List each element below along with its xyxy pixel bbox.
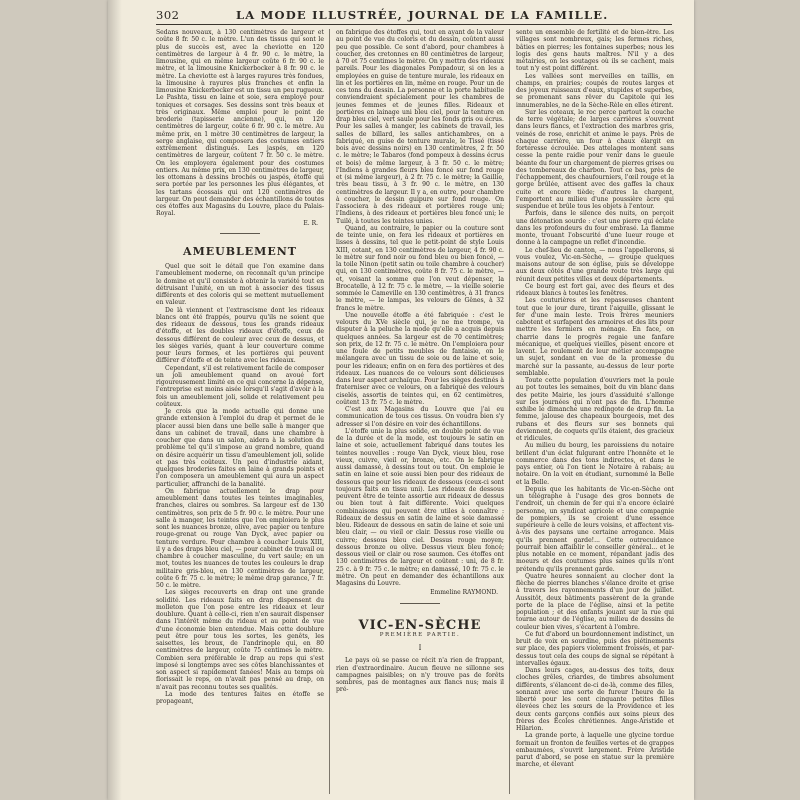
column-3 [516,29,674,794]
binding-shadow [108,0,122,800]
page-header [156,8,672,22]
article-paragraph: on fabrique des étoffes qui, tout en ayant de la valeur au point de vue du coloris et du dessin, coûtent aussi peu que possible. Ce sont d'abord, pour chambres à coucher, des cretonnes en 80 centimètres de largeur, à 70 et 75 centimes le mètre. On y mettra des rideaux pareils. Pour les diagonales Pompadour, si on les a employées en guise de tenture murale, les rideaux en lin et les portières en lin, même en rouge. Pour un de ces tons du dessin. La personne et la porte habituelle conviendraient spécialement pour les chambres de jeunes femmes et de jeunes filles. Rideaux et portières en lainage uni bleu ciel, pour la tenture en drap bleu ciel, vert saule pour les fonds gris ou écrus. Pour les salles à manger, les cabinets de travail, les salles de billard, les salles antichambres, on a fabriqué, en guise de tenture murale, le Tissé (tissé bois avec dessins noirs) en 130 centimètres, 2 fr. 50 c. le mètre; le Tabaros (fond pompeux à dessins écrus et bois) de même largeur, à 3 fr. 50 c. le mètre; l'Indiens à grandes fleurs bleu foncé sur fond rouge et (si même largeur), à 2 fr. 75 c. le mètre; la Gaillie, très beau tissu, à 3 fr. 90 c. le mètre, en 130 centimètres de largeur. Il y a, en outre, pour chambre à coucher, le dessin guipure sur fond rouge. On l'associera à des rideaux et portières rouge uni; l'Indiens, à des rideaux et portières bleu foncé uni; le Tuilé, à toutes les teintes unies. [336,29,504,225]
article-paragraph: La mode des tentures faites en étoffe se propageant, [156,690,324,705]
article-paragraph: De là viennent et l'extrascisme dont les rideaux blancs ont été frappés, pourvu qu'ils ne soient que des rideaux de dessous, tous les grands rideaux d'étoffe, et les doubles rideaux d'étoffe, ceux de dessous différent de couleur avec ceux de dessus, et les sièges variés, quant à leur couverture comme pour leurs formes, et les portières qui peuvent différer d'étoffe et de teinte avec les rideaux. [156,306,324,365]
story-paragraph: Ce fut d'abord un bourdonnement indistinct, un bruit de voix en sourdine, puis des piétinements sur place, des papiers violemment froissés, et par-dessus tout cela des coups de signal se répétant à intervalles égaux. [516,630,674,667]
fabric-article-end: Sedans nouveaux, à 130 centimètres de largeur et coûte 8 fr. 50 c. le mètre. L'un des tissus qui sont le plus de succès est, avec la cheviotte en 120 centimètres de largeur à 4 fr. 90 c. le mètre, la limousine, qui en même largeur coûte 6 fr. 90 c. le mètre, et la limousine Knickerbocker à 8 fr. 90 c. le mètre. La cheviotte est à larges rayures très fondues, la limousine à rayures plus franches et enfin la limousine Knickerbocker est un tissu un peu rugueux. Le Pashta, tissu en laine et soie, sera employé pour toniques et corsages. Ses dessins sont très beaux et très originaux. Même emploi pour le point de broderie (tapisserie ancienne), qui, en 120 centimètres de largeur, coûte 6 fr. 90 c. le mètre. Au même prix, en 1 mètre 30 centimètres de largeur, la serge anglaise, qui composera des costumes entiers extrêmement distingués. Les jaspés, en 120 centimètres de largeur, coûtent 7 fr. 50 c. le mètre. On les employera également pour des costumes entiers. Au même prix, en 130 centimètres de largeur, les ottomans à dessins brochés ou jaspés, étoffe qui sera portée par les personnes les plus élégantes, et les tartans écossais qui ont 120 centimètres de largeur. On peut demander des échantillons de toutes ces étoffes aux Magasins du Louvre, place du Palais-Royal. [156,29,324,218]
author-signature: Emmeline RAYMOND. [430,589,498,597]
section-heading-ameublement: AMEUBLEMENT [183,244,297,258]
section-divider [220,233,260,234]
story-paragraph: Parfois, dans le silence des nuits, on perçoit une détonation sourde : c'est une pierre qui éclate dans les profondeurs du four embrasé. La flamme monte, trouant l'obscurité d'une lueur rouge et donne à la campagne un reflet d'incendie. [516,210,674,247]
column-1 [156,29,324,794]
page-number: 302 [156,8,180,22]
article-paragraph: Une nouvelle étoffe a été fabriquée : c'est le velours du XVe siècle qui, je ne me trompe, va disputer à la peluche la mode qu'elle a acquis depuis quelques années. Sa largeur est de 70 centimètres; son prix, de 12 fr. 75 c. le mètre. On l'emploiera pour une foule de petits meubles de fantaisie, on le mélangera avec un tissu de soie ou de laine et soie, pour les rideaux; enfin on en fera des portières et des rideaux. Les nuances de ce velours sont délicieuses dans leur aspect archaïque. Pour les sièges destinés à fraterniser avec ce velours, on a fabriqué des velours ciselés, assortis de teintes qui, en 62 centimètres, coûtent 13 fr. 75 c. le mètre. [336,311,504,406]
article-paragraph: Quel que soit le détail que l'on examine dans l'ameublement moderne, on reconnaît qu'un principe le domine et qu'il consiste à obtenir la variété tout en détruisant l'unité, en un mot à associer des tissus différents et des coloris qui se mettent mutuellement en valeur. [156,263,324,307]
story-paragraph: Au milieu du bourg, les paroissiens du notaire brillent d'un éclat fulgurant entre l'honnête et le commerce dans des tons indirectes, et dans le pays entier, où l'on tient le Notaire à rabais; au notaire. On la voit en étudiant, surnommé la Belle et la Belle. [516,442,674,486]
story-paragraph: Le chef-lieu de canton, — nous l'appellerons, si vous voulez, Vic-en-Sèche, — groupe quelques maisons autour de son église, puis se développe aux deux côtés d'une grande route très large qui réunit deux petites villes et deux départements. [516,246,674,283]
story-paragraph: Dans leurs cages, au-dessus des toits, deux cloches grêles, criardes, de timbres absolument différents, s'élancent de-ci de-là, comme des filles, sonnant avec une sorte de fureur l'heure de la liberté pour les cent cinquante petites filles élevées chez les sœurs de la Providence et les deux cents garçons confiés aux soins pieux des frères des Écoles chrétiennes. Ange-Aristide et Hilarion. [516,667,674,732]
article-paragraph: Cependant, s'il est relativement facile de composer un joli ameublement quand on avoué fort rigoureusement limité en ce qui concerne la dépense, l'entreprise est moins aisée lorsqu'il s'agit d'avoir à la fois un ameublement joli, solide et relativement peu coûteux. [156,364,324,408]
article-paragraph: L'étoffe unie la plus solide, en double point de vue de la durée et de la mode, est toujours le satin en laine et soie, actuellement fabriqué dans toutes les teintes nouvelles : rouge Van Dyck, vieux bleu, rose vieux, cuivre, vieil or, bronze, etc. On le fabrique aussi damassé, à dessins tout ou tout. On emploie le satin en laine et soie aussi bien pour des rideaux de dessous que pour les rideaux de dessous (ceux-ci sont toujours faits en tissu uni). Les rideaux de dessous peuvent être de teinte assortie aux rideaux de dessus ou bien tout à fait différente. Voici quelques combinaisons qui peuvent être utiles à connaître : Rideaux de dessus en satin de laine et soie damassé bleu. Rideaux de dessous en satin de laine et soie uni bleu clair, — ou vieil or clair. Dessus rose vieille ou cuivre; dessous bleu ciel. Dessus rouge moyen; dessous bronze ou olive. Dessus vieux bleu foncé; dessous vieil or clair ou rose saumon. Ces étoffes ont 130 centimètres de largeur et coûtent : uni, de 8 fr. 25 c. à 9 fr. 75 c. le mètre; en damassé, 10 fr. 75 c. le mètre. On peut en demander des échantillons aux Magasins du Louvre. [336,427,504,587]
story-paragraph: Le pays où se passe ce récit n'a rien de frappant, rien d'extraordinaire. Aucun fleuve ne sillonne ses campagnes paisibles; on n'y trouve pas de forêts sombres, pas de montagnes aux flancs nus; mais il pré- [336,657,504,694]
article-paragraph: On fabrique actuellement le drap pour ameublement dans toutes les teintes imaginables, franches, claires ou sombres. Sa largeur est de 130 centimètres, son prix de 5 fr. 90 c. le mètre. Pour une salle à manger, les teintes que l'on emploiera le plus sont les nuances bronze, olive, avec papier ou tenture rouge-grenat ou rouge Van Dyck, avec papier ou tenture verdure. Pour chambre à coucher Louis XIII, il y a des draps bleu ciel, — pour cabinet de travail ou chambre à coucher masculine, du vert saule; en un mot, toutes les nuances de toutes les couleurs le drap militaire gris-bleu, en 130 centimètres de largeur, coûte 6 fr. 75 c. le mètre; le même drap garance, 7 fr. 50 c. le mètre. [156,487,324,589]
story-paragraph: La grande porte, à laquelle une glycine tordue formait un fronton de feuilles vertes et de grappes embaumées, s'ouvrit largement. Frère Aristide parut d'abord, se pose en statue sur la première marche, et élevant [516,732,674,769]
newspaper-page [108,0,694,800]
column-divider-2 [509,29,510,794]
chapter-number: I [418,644,422,652]
story-part: PREMIÈRE PARTIE. [379,631,461,638]
story-paragraph: Depuis que les habitants de Vic-en-Sèche ont un télégraphe à l'usage des gros bonnets de l'endroit, un chemin de fer qui n'a encore éclairé personne, un syndicat agricole et une compagnie de pompiers, ils se croient d'une essence supérieure à celle de leurs voisins, et affectent vis-à-vis des paysans une certaine arrogance. Mais qu'ils prennent garde!... Cette outrecuidance pourrait bien affaiblir le conseiller général... et le plus notable en ce moment, répandant jadis des moeurs et des coutumes plus saines qu'ils n'ont prétendu qu'ils prennent garde. [516,485,674,573]
column-divider-1 [329,29,330,794]
article-signature: E. R. [303,219,318,227]
story-paragraph: Les couturières et les repasseuses chantent tout que le jour dure, tirant l'aiguille, glissant le fer d'une main leste. Trois frères meuniers cabotent et surfapent des armoires et des lits pour mettre les fermiers en ménage. En face, on charrie dans le progrès regaie une fanfare mécanique, et quelques vieilles, pèsent encore et lavent. Le roulement de leur métier accompagne un sujet, sondant en vue de la promesse du marché sur la passante, au-dessus de leur porte semblable. [516,297,674,377]
article-paragraph: Les sièges recouverts en drap ont une grande solidité. Les rideaux faits en drap dispensent du molleton que l'on pose entre les rideaux et leur doublure. Quant à celle-ci, rien n'en saurait dispenser dans l'intérêt même du rideau et au point de vue d'une économie bien entendue. Mais cette doublure peut être pour tous les sortes, les genêts, les saisettes, les broux, de l'andrinople qui, en 80 centimètres de largeur, coûte 75 centimes le mètre. Combien sera préférable le drap au reps qui s'est imposé si longtemps avec ses côtes blanchissantes et son aspect si rapidement fanées! Mais au temps où florissait le reps, on n'avait pas pensé au drap, on n'avait pas reconnu toutes ses qualités. [156,589,324,691]
article-paragraph: C'est aux Magasins du Louvre que j'ai eu communication de tous ces tissus. On voudra bien s'y adresser si l'on désire en voir des échantillons. [336,406,504,428]
story-paragraph: Les vallées sont merveilles en taillis, en champs, en prairies; coupés de routes larges et des joyeux ruisseaux d'eaux, stupides et superbes, se promenant sans rêver du Capitole qui les innumerables, ne de la Sèche-Rèle en elles étirent. [516,72,674,109]
article-paragraph: Je crois que la mode actuelle qui donne une grande extension à l'emploi du drap et permet de le placer aussi bien dans une belle salle à manger que dans un cabinet de travail, dans une chambre à coucher que dans un salon, aidera à la solution du problème tel qu'il s'impose au grand nombre, quand on désire acquérir un tissu d'ameublement joli, solide et pas très coûteux. Un peu d'industrie aidant, quelques broderies faites en laine à grands points et l'on composera un ameublement qui aura un aspect particulier, affranchi de la banalité. [156,408,324,488]
story-paragraph: Ce bourg est fort gai, avec des fleurs et des rideaux blancs à toutes les fenêtres. [516,282,674,297]
article-paragraph: Quand, au contraire, le papier ou la couture sont de teinte unie, on fera les rideaux et portières en lisses à dessins, tel que le petit-point de style Louis XIII, cotant, en 130 centimètres de largeur, 4 fr. 90 c. le mètre sur fond noir ou fond bleu ou bien foncé, — la toile Ninon (petit satin ou toile chambre à coucher) qui, en 130 centimètres, coûte 8 fr. 75 c. le mètre, — et, voisant la somme que l'on veut dépenser, la Brocatelle, à 12 fr. 75 c. le mètre, — la vieille soierie sommée le Cameville en 130 centimètres, à 31 francs le mètre, — le lampas, les velours de Gênes, à 32 francs le mètre. [336,224,504,312]
story-paragraph: sente un ensemble de fertilité et de bien-être. Les villages sont nombreux, gais; les fermes riches, bâties en pierres; les fontaines superbes; nous les logis des gens hauts maîtres. N'il y a des métairies, on les soutages où ils se cachent, mais tout n'y est point différent. [516,29,674,73]
story-title: VIC-EN-SÈCHE [358,617,482,633]
journal-title: LA MODE ILLUSTRÉE, JOURNAL DE LA FAMILLE. [236,8,609,22]
section-divider [400,603,440,604]
story-paragraph: Sur les coteaux, le roc perce partout la couche de terre végétale; de larges carrières s'ouvrent dans leurs flancs, et l'extraction des marbres gris, veinés de rose, enrichit et anime le pays. Près de chaque carrière, un four à chaux élargit en forteresse écroulée. Des attelages montent sans cesse la pente raidie pour venir dans le gueule béante du four un chargement de pierres grises ou des tombereaux de charbon. Tout ce bas, près de l'échappement, des chaufourniers, l'œil rouge et la gorge brûlée, attisent avec des gaffes la chaux cuite et encore tiède; d'autres la chargent, l'emportent au milieu d'une poussière âcre qui suspendue et brûle tous les objets à l'entour. [516,108,674,210]
story-paragraph: Toute cette population d'ouvriers met la poule au pot toutes les semaines, boit du vin blanc dans des petite Mairie, les jours d'assiduité s'allonge sur les journées qui n'ont pas de fin. L'homme exhibe le dimanche une redingote de drap fin. La femme, jalouse des chapeaux bourgeois, met des rubans et des fleurs sur ses bonnets qui deviennent, de coquets qu'ils étaient, des gracieux et ridicules. [516,377,674,442]
header-rule [156,24,672,25]
column-2 [336,29,504,794]
story-paragraph: Quatre heures sonnaient au clocher dont la flèche de pierres blanches s'élance droite et grise à travers les rayonnements d'un jour de juillet. Aussitôt, deux bâtiments passèrent de la grande porte de la place de l'église, ainsi et la petite population ; et des enfants jouant sur la rue qui tourne autour de l'église, au milieu de dessins de couleur bien vives, s'écartent à l'ombre. [516,572,674,631]
